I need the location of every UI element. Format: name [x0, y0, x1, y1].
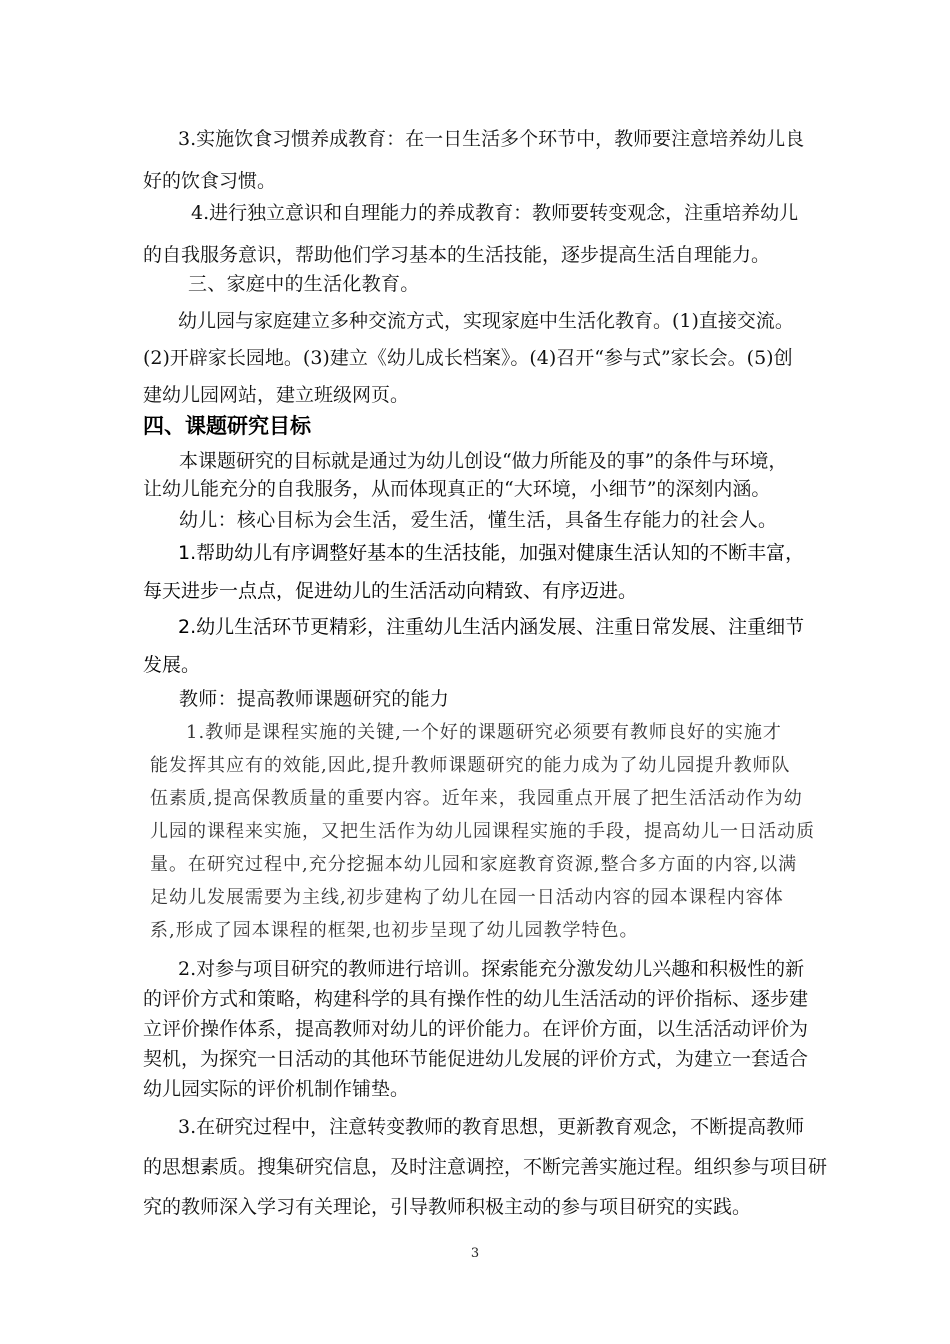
text-line: 契机，为探究一日活动的其他环节能促进幼儿发展的评价方式，为建立一套适合: [143, 1048, 809, 1070]
text-line: 幼儿园实际的评价机制作铺垫。: [143, 1078, 410, 1100]
text-line: 伍素质,提高保教质量的重要内容。近年来，我园重点开展了把生活活动作为幼: [150, 788, 803, 809]
paragraph-teacher-item-2: [143, 954, 815, 1104]
text-line: 量。在研究过程中,充分挖掘本幼儿园和家庭教育资源,整合多方面的内容,以满: [150, 854, 798, 875]
text-line: 足幼儿发展需要为主线,初步建构了幼儿在园一日活动内容的园本课程内容体: [150, 887, 784, 908]
sub-heading-family: 三、家庭中的生活化教育。: [188, 273, 420, 295]
paragraph-teacher-item-3: [143, 1112, 828, 1232]
text-line: 3.在研究过程中，注意转变教师的教育思想，更新教育观念，不断提高教师: [178, 1116, 805, 1138]
text-line: 让幼儿能充分的自我服务，从而体现真正的“大环境，小细节”的深刻内涵。: [143, 478, 771, 500]
text-line: 2.幼儿生活环节更精彩，注重幼儿生活内涵发展、注重日常发展、注重细节: [178, 616, 805, 638]
text-line: 的自我服务意识，帮助他们学习基本的生活技能，逐步提高生活自理能力。: [143, 244, 771, 266]
text-line: 建幼儿园网站，建立班级网页。: [143, 384, 410, 406]
teacher-goal: 教师：提高教师课题研究的能力: [179, 688, 450, 710]
child-goal: 幼儿：核心目标为会生活，爱生活，懂生活，具备生存能力的社会人。: [179, 509, 778, 531]
text-line: 能发挥其应有的效能,因此,提升教师课题研究的能力成为了幼儿园提升教师队: [150, 755, 791, 776]
page-number: 3: [470, 1246, 480, 1261]
text-line: (2)开辟家长园地。(3)建立《幼儿成长档案》。(4)召开“参与式”家长会。(5)创: [143, 347, 793, 369]
text-line: 3.实施饮食习惯养成教育：在一日生活多个环节中，教师要注意培养幼儿良: [178, 128, 805, 150]
text-line: 儿园的课程来实施，又把生活作为幼儿园课程实施的手段，提高幼儿一日活动质: [150, 821, 815, 842]
paragraph-teacher-item-1: [150, 718, 822, 949]
paragraph-child-item-2: [143, 612, 815, 688]
text-line: 立评价操作体系，提高教师对幼儿的评价能力。在评价方面，以生活活动评价为: [143, 1018, 809, 1040]
paragraph-family: [143, 306, 815, 417]
paragraph-child-item-1: [143, 538, 815, 614]
text-line: 究的教师深入学习有关理论，引导教师积极主动的参与项目研究的实践。: [143, 1196, 752, 1218]
text-line: 的思想素质。搜集研究信息，及时注意调控，不断完善实施过程。组织参与项目研: [143, 1156, 828, 1178]
paragraph-intro: [143, 446, 815, 502]
text-line: 每天进步一点点，促进幼儿的生活活动向精致、有序迈进。: [143, 580, 638, 602]
text-line: 发展。: [143, 654, 201, 676]
text-line: 系,形成了园本课程的框架,也初步呈现了幼儿园教学特色。: [150, 920, 639, 941]
text-line: 1.教师是课程实施的关键,一个好的课题研究必须要有教师良好的实施才: [186, 722, 782, 743]
paragraph-item-3: [143, 124, 815, 208]
text-line: 4.进行独立意识和自理能力的养成教育：教师要转变观念，注重培养幼儿: [191, 202, 799, 224]
text-line: 1.帮助幼儿有序调整好基本的生活技能，加强对健康生活认知的不断丰富，: [178, 542, 805, 564]
text-line: 2.对参与项目研究的教师进行培训。探索能充分激发幼儿兴趣和积极性的新: [178, 958, 805, 980]
text-line: 的评价方式和策略，构建科学的具有操作性的幼儿生活活动的评价指标、逐步建: [143, 988, 809, 1010]
text-line: 本课题研究的目标就是通过为幼儿创设“做力所能及的事”的条件与环境，: [179, 450, 788, 472]
text-line: 幼儿园与家庭建立多种交流方式，实现家庭中生活化教育。(1)直接交流。: [178, 310, 794, 332]
text-line: 好的饮食习惯。: [143, 170, 277, 192]
section-heading: 四、课题研究目标: [143, 414, 311, 438]
